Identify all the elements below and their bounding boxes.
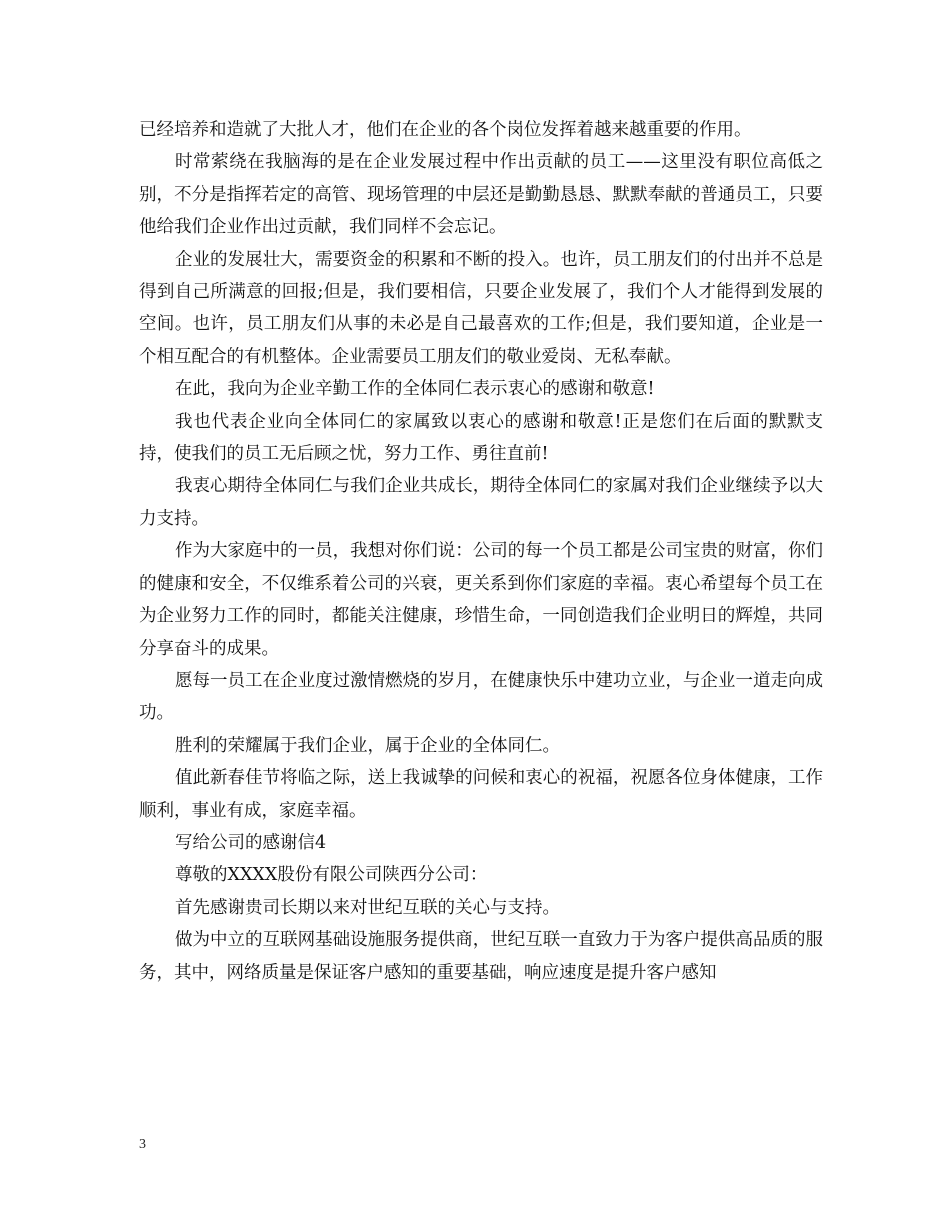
page-number: 3 xyxy=(139,1137,146,1152)
paragraph: 做为中立的互联网基础设施服务提供商，世纪互联一直致力于为客户提供高品质的服务，其中，网络质量是保证客户感知的重要基础，响应速度是提升客户感知 xyxy=(139,930,823,983)
paragraph: 已经培养和造就了大批人才，他们在企业的各个岗位发挥着越来越重要的作用。 xyxy=(139,120,752,140)
paragraph: 值此新春佳节将临之际，送上我诚挚的问候和衷心的祝福，祝愿各位身体健康，工作顺利，事业有成，家庭幸福。 xyxy=(139,768,823,821)
document-body xyxy=(139,114,823,989)
paragraph: 我也代表企业向全体同仁的家属致以衷心的感谢和敬意!正是您们在后面的默默支持，使我们的员工无后顾之忧，努力工作、勇往直前! xyxy=(139,411,823,465)
paragraph: 时常萦绕在我脑海的是在企业发展过程中作出贡献的员工——这里没有职位高低之别，不分是指挥若定的高管、现场管理的中层还是勤勤恳恳、默默奉献的普通员工，只要他给我们企业作出过贡献，我们同样不会忘记。 xyxy=(139,152,823,238)
paragraph: 首先感谢贵司长期以来对世纪互联的关心与支持。 xyxy=(175,897,560,918)
paragraph: 作为大家庭中的一员，我想对你们说：公司的每一个员工都是公司宝贵的财富，你们的健康和安全，不仅维系着公司的兴衰，更关系到你们家庭的幸福。衷心希望每个员工在为企业努力工作的同时，都能关注健康，珍惜生命，一同创造我们企业明日的辉煌，共同分享奋斗的成果。 xyxy=(139,541,823,659)
letter-heading: 写给公司的感谢信4 xyxy=(175,832,327,853)
paragraph: 我衷心期待全体同仁与我们企业共成长，期待全体同仁的家属对我们企业继续予以大力支持。 xyxy=(139,476,823,529)
paragraph: 愿每一员工在企业度过激情燃烧的岁月，在健康快乐中建功立业，与企业一道走向成功。 xyxy=(139,670,823,724)
letter-salutation: 尊敬的XXXX股份有限公司陕西分公司： xyxy=(175,865,488,886)
paragraph: 企业的发展壮大，需要资金的积累和不断的投入。也许，员工朋友们的付出并不总是得到自己所满意的回报;但是，我们要相信，只要企业发展了，我们个人才能得到发展的空间。也许，员工朋友们从事的未必是自己最喜欢的工作;但是，我们要知道，企业是一个相互配合的有机整体。企业需要员工朋友们的敬业爱岗、无私奉献。 xyxy=(139,249,823,367)
paragraph: 在此，我向为企业辛勤工作的全体同仁表示衷心的感谢和敬意! xyxy=(175,379,655,400)
paragraph: 胜利的荣耀属于我们企业，属于企业的全体同仁。 xyxy=(175,735,560,756)
